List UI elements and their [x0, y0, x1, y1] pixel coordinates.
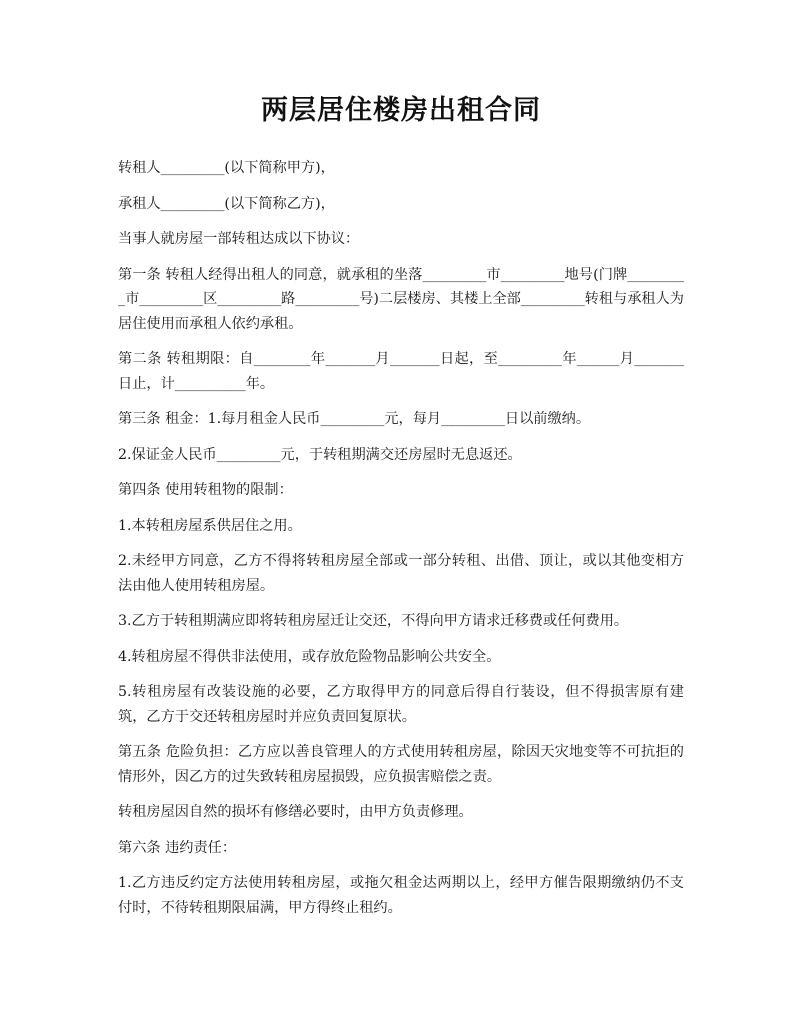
- article-4-item-4: 4.转租房屋不得供非法使用，或存放危险物品影响公共安全。: [118, 648, 501, 665]
- document-title: 两层居住楼房出租合同: [261, 95, 541, 126]
- article-3-rent: 第三条 租金：1.每月租金人民币_________元，每月_________日以前缴纳。: [118, 411, 591, 427]
- article-6-item-1: 1.乙方违反约定方法使用转租房屋，或拖欠租金达两期以上，经甲方催告限期缴纳仍不支付时，不待转租期限届满，甲方得终止租约。: [118, 875, 684, 916]
- article-4-heading: 第四条 使用转租物的限制：: [118, 482, 293, 498]
- article-3-deposit: 2.保证金人民币_________元，于转租期满交还房屋时无息返还。: [118, 446, 522, 463]
- article-1: 第一条 转租人经得出租人的同意，就承租的坐落_________市_________地号(门牌_________市_________区_________路_________号)二层楼房、其楼上全部_________转租与承租人为居住使用而承租人依约承租。: [118, 266, 684, 332]
- article-4-item-1: 1.本转租房屋系供居住之用。: [118, 517, 302, 534]
- article-5-repair: 转租房屋因自然的损坏有修缮必要时，由甲方负责修理。: [118, 804, 473, 820]
- article-4-item-3: 3.乙方于转租期满应即将转租房屋迁让交还，不得向甲方请求迁移费或任何费用。: [118, 613, 629, 629]
- article-2: 第二条 转租期限：自________年_______月_______日起，至_________年______月_______日止，计__________年。: [118, 351, 684, 392]
- article-6-heading: 第六条 违约责任：: [118, 839, 237, 856]
- document-page: [118, 92, 684, 931]
- article-4-item-2: 2.未经甲方同意，乙方不得将转租房屋全部或一部分转租、出借、顶让，或以其他变相方法由他人使用转租房屋。: [118, 553, 684, 594]
- party-a-line: 转租人_________(以下简称甲方)，: [118, 160, 335, 176]
- party-b-line: 承租人_________(以下简称乙方)，: [118, 195, 335, 212]
- agreement-intro: 当事人就房屋一部转租达成以下协议：: [118, 231, 360, 247]
- article-5: 第五条 危险负担：乙方应以善良管理人的方式使用转租房屋，除因天灾地变等不可抗拒的情形外，因乙方的过失致转租房屋损毁，应负损害赔偿之责。: [118, 744, 684, 785]
- article-4-item-5: 5.转租房屋有改装设施的必要，乙方取得甲方的同意后得自行装设，但不得损害原有建筑，乙方于交还转租房屋时并应负责回复原状。: [118, 684, 684, 725]
